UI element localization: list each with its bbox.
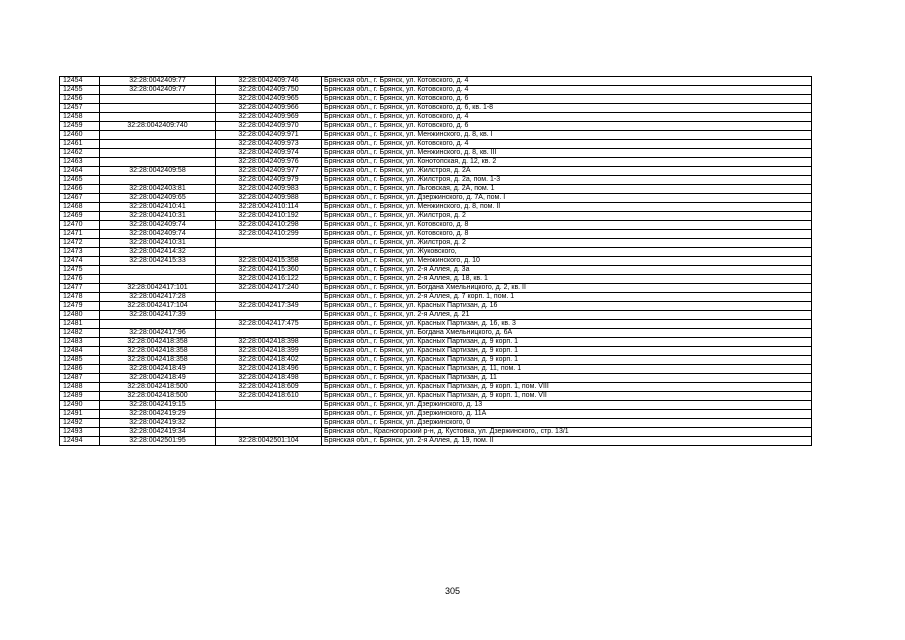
- row-number-cell: 12462: [60, 149, 100, 158]
- address-cell: Брянская обл., г. Брянск, ул. Менжинского, д. 8, кв. I: [322, 131, 812, 140]
- address-cell: Брянская обл., г. Брянск, ул. Конотопская, д. 12, кв. 2: [322, 158, 812, 167]
- row-number-cell: 12480: [60, 311, 100, 320]
- row-number-cell: 12472: [60, 239, 100, 248]
- object-number-cell: [216, 311, 322, 320]
- object-number-cell: 32:28:0042410:192: [216, 212, 322, 221]
- table-row: [60, 374, 812, 383]
- row-number-cell: 12473: [60, 248, 100, 257]
- object-number-cell: 32:28:0042418:609: [216, 383, 322, 392]
- table-row: [60, 149, 812, 158]
- object-number-cell: 32:28:0042418:398: [216, 338, 322, 347]
- row-number-cell: 12461: [60, 140, 100, 149]
- parcel-number-cell: 32:28:0042410:31: [100, 239, 216, 248]
- object-number-cell: 32:28:0042409:977: [216, 167, 322, 176]
- table-row: [60, 410, 812, 419]
- address-cell: Брянская обл., г. Брянск, ул. Богдана Хмельницкого, д. 2, кв. II: [322, 284, 812, 293]
- object-number-cell: 32:28:0042418:498: [216, 374, 322, 383]
- parcel-number-cell: 32:28:0042410:41: [100, 203, 216, 212]
- cadastral-table: [59, 76, 812, 446]
- table-row: [60, 86, 812, 95]
- row-number-cell: 12454: [60, 77, 100, 86]
- parcel-number-cell: 32:28:0042417:104: [100, 302, 216, 311]
- table-body: [60, 77, 812, 446]
- parcel-number-cell: 32:28:0042414:32: [100, 248, 216, 257]
- parcel-number-cell: 32:28:0042418:358: [100, 338, 216, 347]
- table-row: [60, 437, 812, 446]
- address-cell: Брянская обл., г. Брянск, ул. Котовского, д. 6: [322, 95, 812, 104]
- object-number-cell: 32:28:0042410:114: [216, 203, 322, 212]
- table-row: [60, 365, 812, 374]
- table-row: [60, 221, 812, 230]
- address-cell: Брянская обл., г. Брянск, ул. Красных Партизан, д. 16: [322, 302, 812, 311]
- table-row: [60, 320, 812, 329]
- object-number-cell: 32:28:0042409:971: [216, 131, 322, 140]
- table-row: [60, 266, 812, 275]
- parcel-number-cell: [100, 275, 216, 284]
- row-number-cell: 12481: [60, 320, 100, 329]
- object-number-cell: [216, 428, 322, 437]
- parcel-number-cell: 32:28:0042417:96: [100, 329, 216, 338]
- address-cell: Брянская обл., г. Брянск, ул. Красных Партизан, д. 16, кв. 3: [322, 320, 812, 329]
- row-number-cell: 12456: [60, 95, 100, 104]
- parcel-number-cell: 32:28:0042409:74: [100, 230, 216, 239]
- row-number-cell: 12487: [60, 374, 100, 383]
- address-cell: Брянская обл., г. Брянск, ул. Дзержинского, д. 13: [322, 401, 812, 410]
- row-number-cell: 12459: [60, 122, 100, 131]
- parcel-number-cell: 32:28:0042418:358: [100, 356, 216, 365]
- object-number-cell: 32:28:0042418:402: [216, 356, 322, 365]
- table-row: [60, 122, 812, 131]
- object-number-cell: 32:28:0042409:979: [216, 176, 322, 185]
- table-row: [60, 167, 812, 176]
- address-cell: Брянская обл., г. Брянск, ул. 2-я Аллея, д. 21: [322, 311, 812, 320]
- table-row: [60, 77, 812, 86]
- table-row: [60, 212, 812, 221]
- parcel-number-cell: 32:28:0042417:101: [100, 284, 216, 293]
- row-number-cell: 12477: [60, 284, 100, 293]
- parcel-number-cell: [100, 176, 216, 185]
- object-number-cell: 32:28:0042417:475: [216, 320, 322, 329]
- address-cell: Брянская обл., г. Брянск, ул. Дзержинского, д. 7А, пом. I: [322, 194, 812, 203]
- object-number-cell: 32:28:0042409:974: [216, 149, 322, 158]
- parcel-number-cell: [100, 158, 216, 167]
- table-row: [60, 230, 812, 239]
- object-number-cell: 32:28:0042410:298: [216, 221, 322, 230]
- address-cell: Брянская обл., г. Брянск, ул. Красных Партизан, д. 9 корп. 1, пом. VII: [322, 392, 812, 401]
- parcel-number-cell: 32:28:0042409:740: [100, 122, 216, 131]
- address-cell: Брянская обл., г. Брянск, ул. Льговская, д. 2А, пом. 1: [322, 185, 812, 194]
- parcel-number-cell: 32:28:0042409:65: [100, 194, 216, 203]
- row-number-cell: 12494: [60, 437, 100, 446]
- address-cell: Брянская обл., г. Брянск, ул. Богдана Хмельницкого, д. 6А: [322, 329, 812, 338]
- object-number-cell: 32:28:0042417:240: [216, 284, 322, 293]
- object-number-cell: 32:28:0042409:983: [216, 185, 322, 194]
- object-number-cell: 32:28:0042409:988: [216, 194, 322, 203]
- parcel-number-cell: 32:28:0042418:49: [100, 365, 216, 374]
- parcel-number-cell: [100, 140, 216, 149]
- object-number-cell: [216, 329, 322, 338]
- address-cell: Брянская обл., г. Брянск, ул. Красных Партизан, д. 11: [322, 374, 812, 383]
- row-number-cell: 12460: [60, 131, 100, 140]
- row-number-cell: 12467: [60, 194, 100, 203]
- address-cell: Брянская обл., г. Брянск, ул. 2-я Аллея, д. 19, пом. II: [322, 437, 812, 446]
- address-cell: Брянская обл., г. Брянск, ул. Котовского, д. 4: [322, 140, 812, 149]
- address-cell: Брянская обл., г. Брянск, ул. Дзержинского, д. 11А: [322, 410, 812, 419]
- address-cell: Брянская обл., г. Брянск, ул. Жилстроя, д. 2А: [322, 167, 812, 176]
- row-number-cell: 12482: [60, 329, 100, 338]
- table-row: [60, 239, 812, 248]
- row-number-cell: 12466: [60, 185, 100, 194]
- object-number-cell: 32:28:0042418:610: [216, 392, 322, 401]
- parcel-number-cell: 32:28:0042418:49: [100, 374, 216, 383]
- address-cell: Брянская обл., г. Брянск, ул. Жилстроя, д. 2а, пом. 1-3: [322, 176, 812, 185]
- page-number: 305: [444, 586, 461, 596]
- table-row: [60, 392, 812, 401]
- parcel-number-cell: [100, 131, 216, 140]
- object-number-cell: 32:28:0042409:966: [216, 104, 322, 113]
- table-row: [60, 113, 812, 122]
- parcel-number-cell: 32:28:0042417:39: [100, 311, 216, 320]
- object-number-cell: 32:28:0042418:399: [216, 347, 322, 356]
- parcel-number-cell: 32:28:0042409:77: [100, 86, 216, 95]
- parcel-number-cell: 32:28:0042409:74: [100, 221, 216, 230]
- row-number-cell: 12488: [60, 383, 100, 392]
- object-number-cell: [216, 293, 322, 302]
- table-row: [60, 185, 812, 194]
- parcel-number-cell: 32:28:0042418:358: [100, 347, 216, 356]
- parcel-number-cell: 32:28:0042410:31: [100, 212, 216, 221]
- parcel-number-cell: 32:28:0042409:77: [100, 77, 216, 86]
- parcel-number-cell: 32:28:0042418:500: [100, 383, 216, 392]
- row-number-cell: 12458: [60, 113, 100, 122]
- parcel-number-cell: 32:28:0042419:15: [100, 401, 216, 410]
- table-row: [60, 293, 812, 302]
- row-number-cell: 12463: [60, 158, 100, 167]
- object-number-cell: 32:28:0042409:750: [216, 86, 322, 95]
- table-row: [60, 329, 812, 338]
- row-number-cell: 12485: [60, 356, 100, 365]
- row-number-cell: 12464: [60, 167, 100, 176]
- table-row: [60, 419, 812, 428]
- object-number-cell: 32:28:0042416:122: [216, 275, 322, 284]
- object-number-cell: 32:28:0042418:496: [216, 365, 322, 374]
- parcel-number-cell: 32:28:0042501:95: [100, 437, 216, 446]
- row-number-cell: 12457: [60, 104, 100, 113]
- table-row: [60, 401, 812, 410]
- table-row: [60, 275, 812, 284]
- address-cell: Брянская обл., г. Брянск, ул. Котовского, д. 4: [322, 113, 812, 122]
- row-number-cell: 12470: [60, 221, 100, 230]
- address-cell: Брянская обл., г. Брянск, ул. Красных Партизан, д. 9 корп. 1: [322, 356, 812, 365]
- address-cell: Брянская обл., г. Брянск, ул. Жуковского,: [322, 248, 812, 257]
- parcel-number-cell: 32:28:0042419:29: [100, 410, 216, 419]
- table-row: [60, 428, 812, 437]
- object-number-cell: [216, 410, 322, 419]
- table-row: [60, 284, 812, 293]
- table-row: [60, 203, 812, 212]
- object-number-cell: 32:28:0042410:299: [216, 230, 322, 239]
- parcel-number-cell: [100, 113, 216, 122]
- address-cell: Брянская обл., г. Брянск, ул. 2-я Аллея, д. 3а: [322, 266, 812, 275]
- parcel-number-cell: [100, 149, 216, 158]
- address-cell: Брянская обл., г. Брянск, ул. Менжинского, д. 10: [322, 257, 812, 266]
- address-cell: Брянская обл., г. Брянск, ул. 2-я Аллея, д. 7 корп. 1, пом. 1: [322, 293, 812, 302]
- parcel-number-cell: 32:28:0042417:28: [100, 293, 216, 302]
- object-number-cell: [216, 248, 322, 257]
- address-cell: Брянская обл., г. Брянск, ул. Красных Партизан, д. 9 корп. 1: [322, 338, 812, 347]
- table-row: [60, 140, 812, 149]
- row-number-cell: 12483: [60, 338, 100, 347]
- parcel-number-cell: 32:28:0042403:81: [100, 185, 216, 194]
- row-number-cell: 12478: [60, 293, 100, 302]
- table-row: [60, 311, 812, 320]
- row-number-cell: 12490: [60, 401, 100, 410]
- parcel-number-cell: [100, 266, 216, 275]
- address-cell: Брянская обл., г. Брянск, ул. Красных Партизан, д. 9 корп. 1: [322, 347, 812, 356]
- row-number-cell: 12492: [60, 419, 100, 428]
- address-cell: Брянская обл., г. Брянск, ул. Красных Партизан, д. 11, пом. 1: [322, 365, 812, 374]
- object-number-cell: [216, 401, 322, 410]
- table-row: [60, 356, 812, 365]
- parcel-number-cell: 32:28:0042409:58: [100, 167, 216, 176]
- table-row: [60, 95, 812, 104]
- table-row: [60, 248, 812, 257]
- row-number-cell: 12471: [60, 230, 100, 239]
- object-number-cell: 32:28:0042415:360: [216, 266, 322, 275]
- row-number-cell: 12484: [60, 347, 100, 356]
- row-number-cell: 12465: [60, 176, 100, 185]
- object-number-cell: 32:28:0042409:973: [216, 140, 322, 149]
- object-number-cell: 32:28:0042409:965: [216, 95, 322, 104]
- table-row: [60, 302, 812, 311]
- object-number-cell: 32:28:0042409:969: [216, 113, 322, 122]
- object-number-cell: 32:28:0042409:970: [216, 122, 322, 131]
- parcel-number-cell: [100, 95, 216, 104]
- row-number-cell: 12479: [60, 302, 100, 311]
- address-cell: Брянская обл., г. Брянск, ул. Менжинского, д. 8, кв. III: [322, 149, 812, 158]
- table-row: [60, 338, 812, 347]
- table-row: [60, 176, 812, 185]
- object-number-cell: [216, 419, 322, 428]
- address-cell: Брянская обл., г. Брянск, ул. Жилстроя, д. 2: [322, 239, 812, 248]
- address-cell: Брянская обл., г. Брянск, ул. Красных Партизан, д. 9 корп. 1, пом. VIII: [322, 383, 812, 392]
- address-cell: Брянская обл., г. Брянск, ул. Менжинского, д. 8, пом. II: [322, 203, 812, 212]
- object-number-cell: 32:28:0042409:746: [216, 77, 322, 86]
- address-cell: Брянская обл., г. Брянск, ул. Котовского, д. 4: [322, 77, 812, 86]
- address-cell: Брянская обл., г. Брянск, ул. Котовского, д. 8: [322, 230, 812, 239]
- table-row: [60, 257, 812, 266]
- row-number-cell: 12476: [60, 275, 100, 284]
- parcel-number-cell: [100, 320, 216, 329]
- row-number-cell: 12493: [60, 428, 100, 437]
- row-number-cell: 12486: [60, 365, 100, 374]
- address-cell: Брянская обл., г. Брянск, ул. Котовского, д. 6, кв. 1-8: [322, 104, 812, 113]
- row-number-cell: 12468: [60, 203, 100, 212]
- object-number-cell: [216, 239, 322, 248]
- table-row: [60, 104, 812, 113]
- row-number-cell: 12455: [60, 86, 100, 95]
- parcel-number-cell: 32:28:0042415:33: [100, 257, 216, 266]
- parcel-number-cell: 32:28:0042419:32: [100, 419, 216, 428]
- object-number-cell: 32:28:0042415:358: [216, 257, 322, 266]
- table-row: [60, 194, 812, 203]
- row-number-cell: 12474: [60, 257, 100, 266]
- parcel-number-cell: [100, 104, 216, 113]
- table-row: [60, 131, 812, 140]
- address-cell: Брянская обл., Красногорский р-н, д. Кустовка, ул. Дзержинского,, стр. 13/1: [322, 428, 812, 437]
- row-number-cell: 12491: [60, 410, 100, 419]
- address-cell: Брянская обл., г. Брянск, ул. Жилстроя, д. 2: [322, 212, 812, 221]
- address-cell: Брянская обл., г. Брянск, ул. Дзержинского, 0: [322, 419, 812, 428]
- row-number-cell: 12469: [60, 212, 100, 221]
- row-number-cell: 12475: [60, 266, 100, 275]
- table-row: [60, 347, 812, 356]
- object-number-cell: 32:28:0042501:104: [216, 437, 322, 446]
- parcel-number-cell: 32:28:0042418:500: [100, 392, 216, 401]
- table-row: [60, 383, 812, 392]
- address-cell: Брянская обл., г. Брянск, ул. Котовского, д. 8: [322, 221, 812, 230]
- row-number-cell: 12489: [60, 392, 100, 401]
- address-cell: Брянская обл., г. Брянск, ул. 2-я Аллея, д. 18, кв. 1: [322, 275, 812, 284]
- address-cell: Брянская обл., г. Брянск, ул. Котовского, д. 4: [322, 86, 812, 95]
- parcel-number-cell: 32:28:0042419:34: [100, 428, 216, 437]
- address-cell: Брянская обл., г. Брянск, ул. Котовского, д. 6: [322, 122, 812, 131]
- table-row: [60, 158, 812, 167]
- object-number-cell: 32:28:0042417:349: [216, 302, 322, 311]
- object-number-cell: 32:28:0042409:976: [216, 158, 322, 167]
